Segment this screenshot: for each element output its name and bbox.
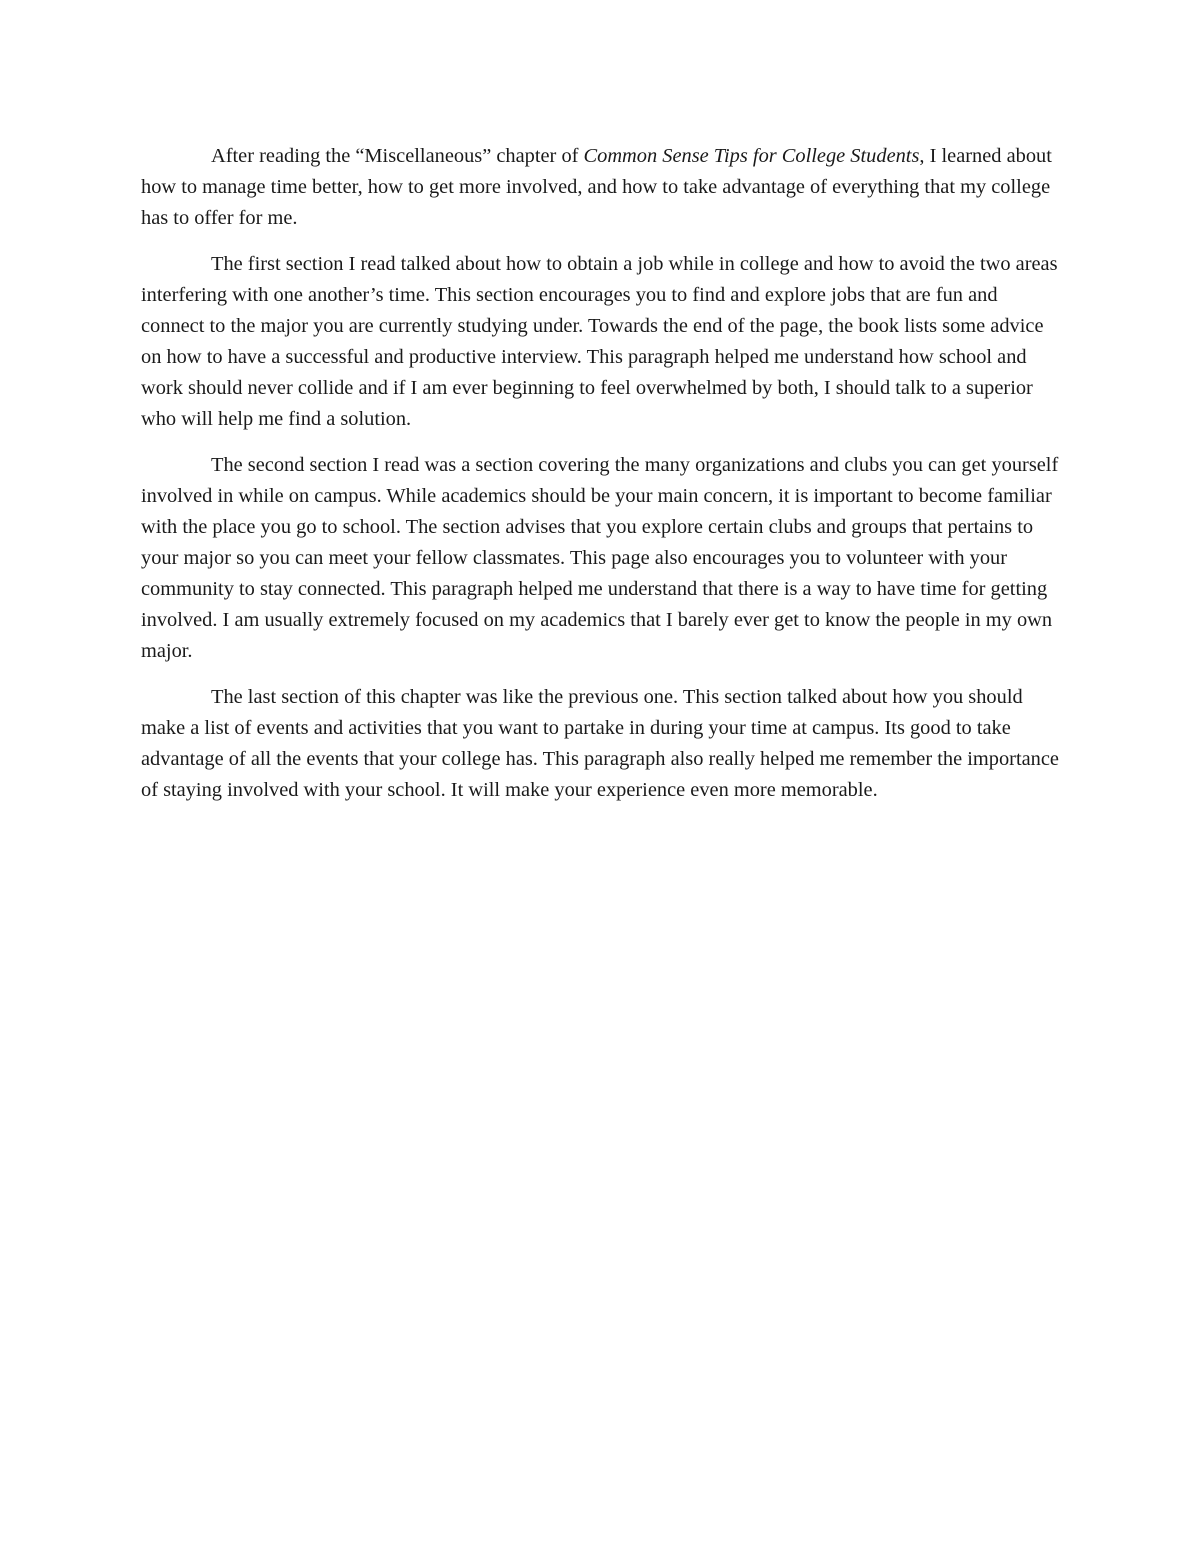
paragraph-job-section: The first section I read talked about how to obtain a job while in college and how to avoid the two areas interfering with one another’s time. This section encourages you to find and explore jobs that are fun and connect to the major you are currently studying under. Towards the end of the page, the book lists some advice on how to have a successful and productive interview. This paragraph helped me understand how school and work should never collide and if I am ever beginning to feel overwhelmed by both, I should talk to a superior who will help me find a solution. bbox=[141, 253, 1058, 430]
paragraph-clubs-section: The second section I read was a section covering the many organizations and clubs you can get yourself involved in while on campus. While academics should be your main concern, it is important to become familiar with the place you go to school. The section advises that you explore certain clubs and groups that pertains to your major so you can meet your fellow classmates. This page also encourages you to volunteer with your community to stay connected. This paragraph helped me understand that there is a way to have time for getting involved. I am usually extremely focused on my academics that I barely ever get to know the people in my own major. bbox=[141, 454, 1059, 662]
book-title: Common Sense Tips for College Students bbox=[583, 145, 920, 167]
document-body bbox=[141, 141, 1061, 821]
paragraph-intro bbox=[141, 141, 1061, 234]
intro-text-start: After reading the “Miscellaneous” chapter of bbox=[211, 145, 584, 167]
intro-text-end: , I learned about how to manage time better, how to get more involved, and how to take advantage of everything that my college has to offer for me. bbox=[141, 145, 1052, 229]
paragraph-events-section: The last section of this chapter was like the previous one. This section talked about how you should make a list of events and activities that you want to partake in during your time at campus. Its good to take advantage of all the events that your college has. This paragraph also really helped me remember the importance of staying involved with your school. It will make your experience even more memorable. bbox=[141, 686, 1059, 801]
